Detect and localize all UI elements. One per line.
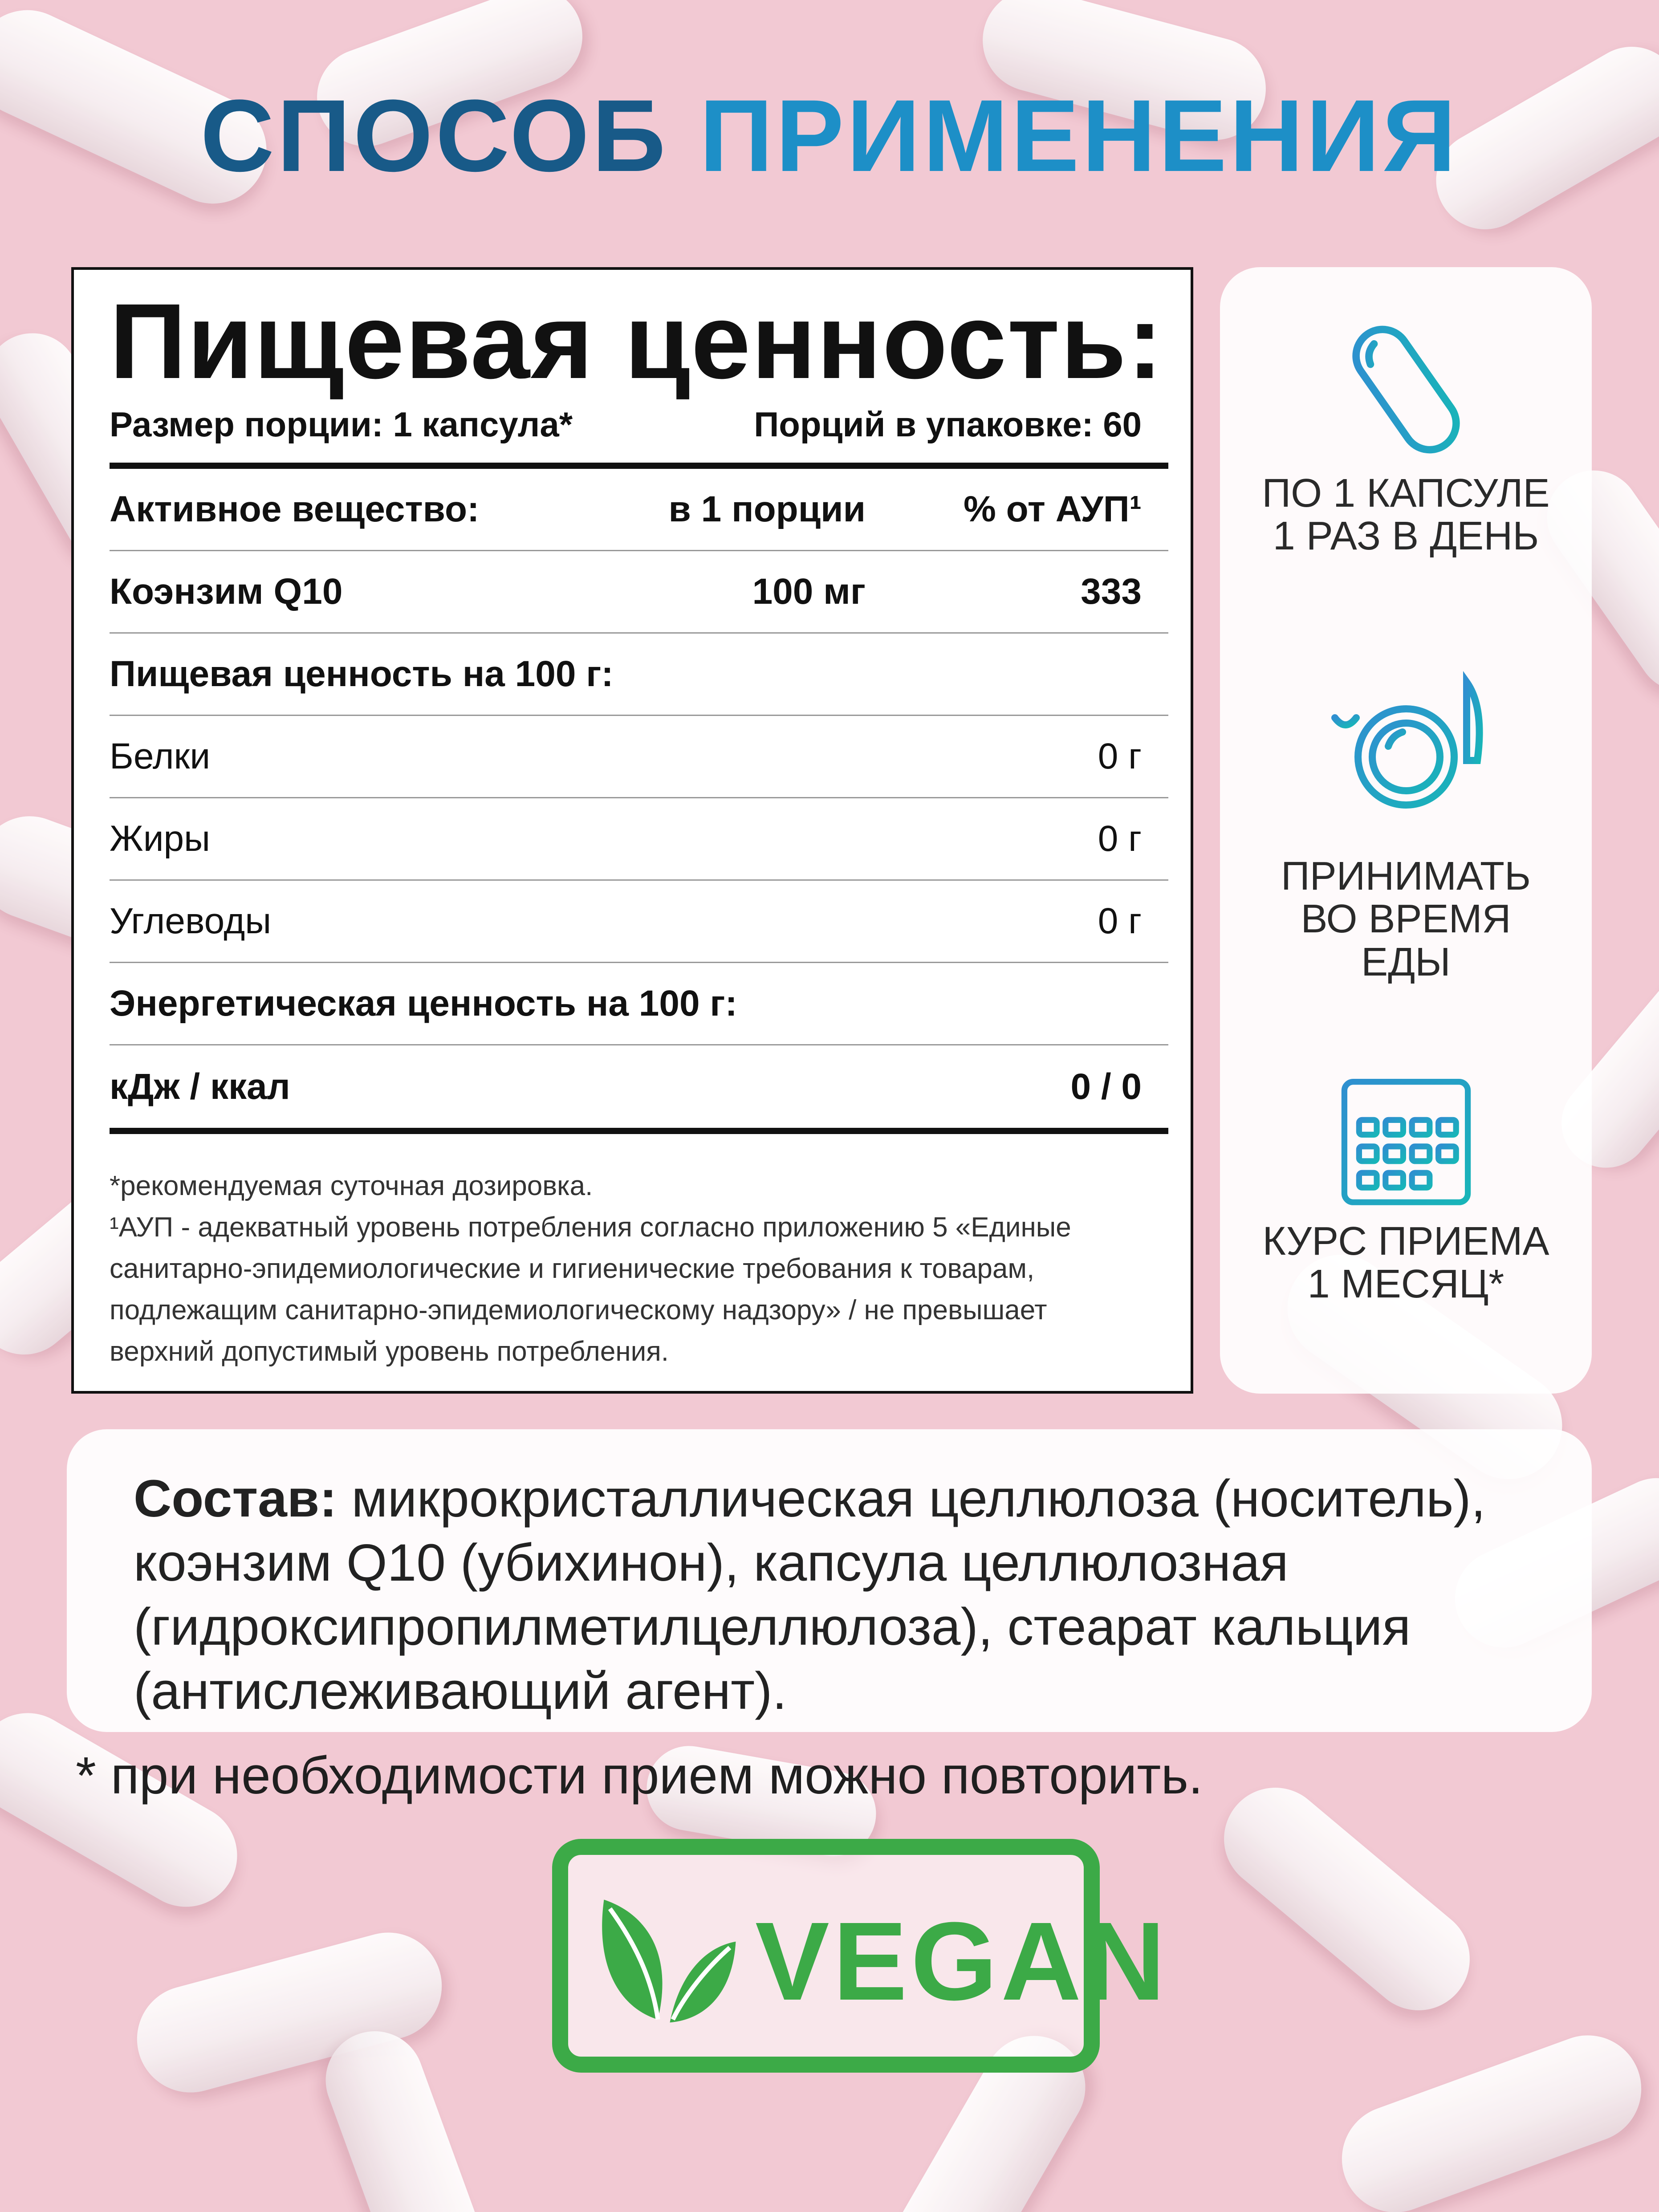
proteins-label: Белки: [110, 736, 211, 777]
calendar-icon: [1333, 1064, 1480, 1211]
servings-per-pack: Порций в упаковке: 60: [754, 405, 1142, 444]
energy-unit-label: кДж / ккал: [110, 1066, 290, 1107]
active-percent: 333: [1081, 571, 1142, 612]
meal-line-3: ЕДЫ: [1361, 939, 1451, 984]
serving-size: Размер порции: 1 капсула*: [110, 405, 573, 444]
table-header-row: [110, 469, 1168, 551]
table-row: [110, 881, 1168, 963]
composition-text: микрокристаллическая целлюлоза (носитель), коэнзим Q10 (убихинон), капсула целлюлозная (гидроксипропилметилцеллюлоза), стеарат кальция (антислеживающий агент).: [134, 1469, 1486, 1720]
dose-line-2: 1 РАЗ В ДЕНЬ: [1273, 514, 1539, 559]
energy-label-row: [110, 963, 1168, 1045]
per100-label: Пищевая ценность на 100 г:: [110, 654, 614, 694]
background-capsule: [1327, 2021, 1656, 2212]
composition-panel: [67, 1429, 1592, 1732]
title-part-2: ПРИМЕНЕНИЯ: [699, 78, 1459, 193]
carbs-value: 0 г: [1098, 901, 1142, 941]
table-row: [110, 1045, 1168, 1128]
active-per-serving: 100 мг: [752, 571, 866, 612]
per100-label-row: [110, 634, 1168, 716]
proteins-value: 0 г: [1098, 736, 1142, 777]
footnote: подлежащим санитарно-эпидемиологическому надзору» / не превышает: [110, 1295, 1047, 1326]
dose-line-1: ПО 1 КАПСУЛЕ: [1262, 471, 1550, 516]
usage-meal: [1220, 668, 1592, 984]
nutrition-facts-table: [71, 267, 1193, 1394]
header-percent: % от АУП¹: [963, 489, 1142, 529]
fats-value: 0 г: [1098, 818, 1142, 859]
footnote: верхний допустимый уровень потребления.: [110, 1336, 669, 1367]
energy-label: Энергетическая ценность на 100 г:: [110, 983, 737, 1024]
fats-label: Жиры: [110, 818, 211, 859]
background-capsule: [312, 2017, 499, 2212]
table-row: [110, 798, 1168, 881]
course-line-2: 1 МЕСЯЦ*: [1307, 1262, 1504, 1307]
leaves-icon: [588, 1873, 740, 2037]
plate-cutlery-icon: [1317, 668, 1495, 846]
capsule-icon: [1333, 316, 1480, 463]
table-row: [110, 716, 1168, 798]
usage-course: [1220, 1064, 1592, 1306]
meal-line-1: ПРИНИМАТЬ: [1281, 854, 1531, 899]
usage-dose: [1220, 316, 1592, 558]
carbs-label: Углеводы: [110, 901, 272, 941]
serving-info: [110, 404, 1168, 445]
composition-label: Состав:: [134, 1469, 337, 1528]
active-name: Коэнзим Q10: [110, 571, 343, 612]
energy-value: 0 / 0: [1070, 1066, 1142, 1107]
nutrition-title: Пищевая ценность:: [110, 281, 1164, 401]
thick-divider: [110, 1128, 1168, 1134]
background-capsule: [1203, 1767, 1491, 2031]
meal-line-2: ВО ВРЕМЯ: [1301, 897, 1511, 942]
usage-panel: [1220, 267, 1592, 1394]
course-line-1: КУРС ПРИЕМА: [1262, 1219, 1549, 1264]
footnote: санитарно-эпидемиологические и гигиенические требования к товарам,: [110, 1253, 1035, 1284]
footnotes: [110, 1165, 1168, 1372]
repeat-note: * при необходимости прием можно повторить.: [76, 1746, 1203, 1805]
thick-divider: [110, 463, 1168, 469]
vegan-badge: [552, 1839, 1169, 2073]
page-title: [0, 78, 1659, 193]
footnote: *рекомендуемая суточная дозировка.: [110, 1171, 593, 1201]
vegan-text: VEGAN: [755, 1899, 1169, 2023]
table-row: [110, 551, 1168, 634]
title-part-1: СПОСОБ: [200, 78, 668, 193]
footnote: ¹АУП - адекватный уровень потребления согласно приложению 5 «Единые: [110, 1212, 1071, 1243]
header-per-serving: в 1 порции: [668, 489, 866, 529]
header-substance: Активное вещество:: [110, 489, 480, 529]
